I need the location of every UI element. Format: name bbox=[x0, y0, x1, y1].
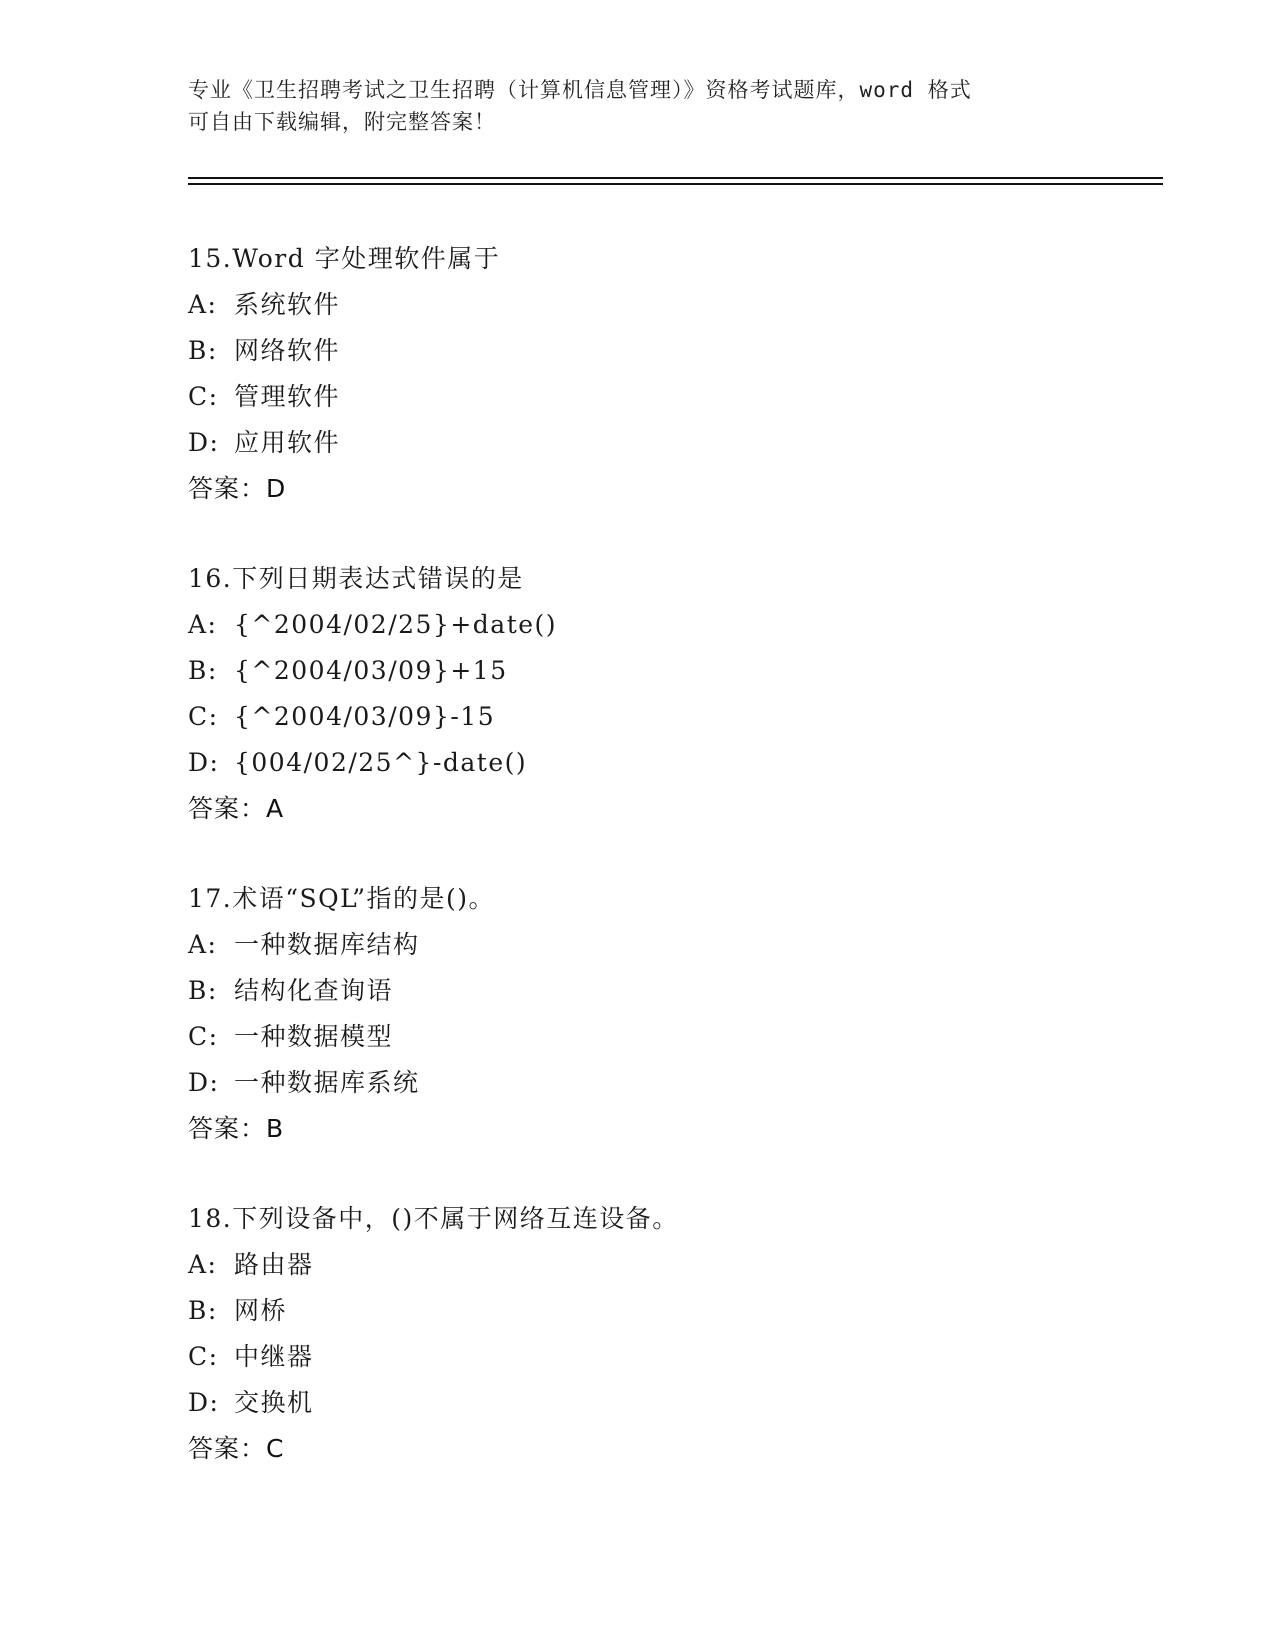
option-c bbox=[188, 694, 1138, 740]
option-letter: A: bbox=[188, 290, 218, 319]
option-b bbox=[188, 328, 1138, 374]
option-c bbox=[188, 1014, 1138, 1060]
option-text: 网桥 bbox=[234, 1296, 288, 1325]
document-header bbox=[188, 74, 1088, 138]
option-text: {004/02/25^}-date() bbox=[234, 748, 528, 777]
question-stem: 16.下列日期表达式错误的是 bbox=[188, 564, 524, 593]
option-letter: D: bbox=[188, 1068, 220, 1097]
option-text: 路由器 bbox=[234, 1250, 314, 1279]
option-letter: D: bbox=[188, 748, 220, 777]
question-18 bbox=[188, 1196, 1138, 1472]
header-divider-bottom bbox=[188, 183, 1163, 185]
option-text: 一种数据模型 bbox=[234, 1022, 394, 1051]
option-letter: D: bbox=[188, 428, 220, 457]
option-letter: D: bbox=[188, 1388, 220, 1417]
answer-label: 答案：A bbox=[188, 794, 285, 823]
option-letter: A: bbox=[188, 1250, 218, 1279]
option-text: {^2004/02/25}+date() bbox=[234, 610, 558, 639]
question-16 bbox=[188, 556, 1138, 832]
option-d bbox=[188, 1380, 1138, 1426]
header-line-1: 专业《卫生招聘考试之卫生招聘（计算机信息管理）》资格考试题库，word 格式 bbox=[188, 78, 972, 102]
option-d bbox=[188, 420, 1138, 466]
header-divider-top bbox=[188, 177, 1163, 179]
option-text: 管理软件 bbox=[234, 382, 341, 411]
question-15 bbox=[188, 236, 1138, 512]
question-stem: 17.术语“SQL”指的是()。 bbox=[188, 884, 496, 913]
option-a bbox=[188, 922, 1138, 968]
option-letter: C: bbox=[188, 382, 219, 411]
option-d bbox=[188, 740, 1138, 786]
option-c bbox=[188, 1334, 1138, 1380]
option-letter: B: bbox=[188, 336, 218, 365]
option-letter: A: bbox=[188, 610, 218, 639]
option-b bbox=[188, 968, 1138, 1014]
option-letter: B: bbox=[188, 976, 218, 1005]
answer-label: 答案：D bbox=[188, 474, 287, 503]
option-letter: C: bbox=[188, 1022, 219, 1051]
question-stem: 18.下列设备中，()不属于网络互连设备。 bbox=[188, 1204, 679, 1233]
option-a bbox=[188, 282, 1138, 328]
option-letter: C: bbox=[188, 1342, 219, 1371]
answer-label: 答案：C bbox=[188, 1434, 285, 1463]
option-text: 网络软件 bbox=[234, 336, 341, 365]
option-text: {^2004/03/09}+15 bbox=[234, 656, 508, 685]
header-line-2: 可自由下载编辑，附完整答案！ bbox=[188, 110, 496, 134]
option-text: 应用软件 bbox=[234, 428, 341, 457]
option-letter: B: bbox=[188, 656, 218, 685]
option-a bbox=[188, 1242, 1138, 1288]
question-stem: 15.Word 字处理软件属于 bbox=[188, 244, 501, 273]
option-text: 结构化查询语 bbox=[234, 976, 394, 1005]
option-text: {^2004/03/09}-15 bbox=[234, 702, 496, 731]
option-c bbox=[188, 374, 1138, 420]
option-text: 一种数据库系统 bbox=[234, 1068, 420, 1097]
option-letter: B: bbox=[188, 1296, 218, 1325]
option-b bbox=[188, 1288, 1138, 1334]
question-17 bbox=[188, 876, 1138, 1152]
option-text: 交换机 bbox=[234, 1388, 314, 1417]
option-text: 一种数据库结构 bbox=[234, 930, 420, 959]
option-a bbox=[188, 602, 1138, 648]
option-text: 中继器 bbox=[234, 1342, 314, 1371]
option-b bbox=[188, 648, 1138, 694]
option-text: 系统软件 bbox=[234, 290, 341, 319]
question-list bbox=[188, 236, 1138, 1516]
answer-label: 答案：B bbox=[188, 1114, 285, 1143]
option-d bbox=[188, 1060, 1138, 1106]
option-letter: C: bbox=[188, 702, 219, 731]
option-letter: A: bbox=[188, 930, 218, 959]
